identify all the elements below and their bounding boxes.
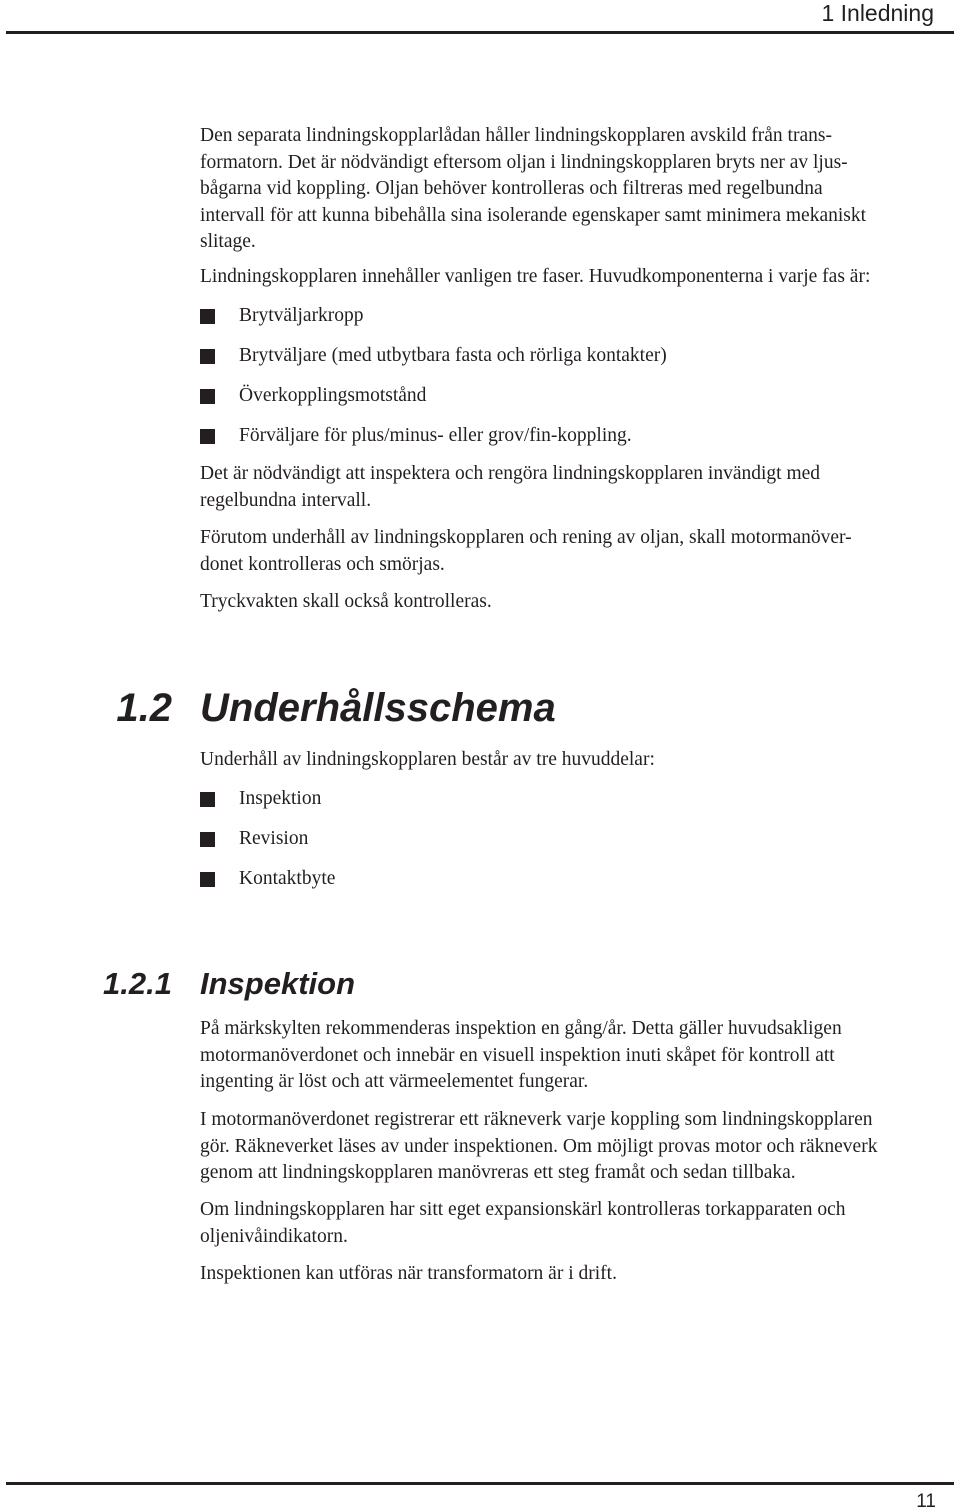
inspection-p2-line: genom att lindningskopplaren manövreras ett steg framåt och sedan tillbaka. xyxy=(200,1162,796,1183)
inspection-p3-line: Om lindningskopplaren har sitt eget expansionskärl kontrolleras torkapparaten och xyxy=(200,1199,846,1220)
components-list-container xyxy=(200,303,934,450)
section-title: Inspektion xyxy=(200,966,356,1001)
inspection-p2-line: gör. Räkneverket läses av under inspektionen. Om möjligt provas motor och räkneverk xyxy=(200,1135,878,1157)
bullet-square-icon xyxy=(200,309,215,324)
list-item xyxy=(200,866,934,893)
running-header: 1 Inledning xyxy=(821,0,934,26)
intro-section xyxy=(200,123,934,256)
intro-p1-line: slitage. xyxy=(200,231,256,252)
header-rule xyxy=(6,31,954,34)
bullet-square-icon xyxy=(200,349,215,364)
section-number: 1.2 xyxy=(116,686,172,730)
inspection-p2-line: I motormanöverdonet registrerar ett räkneverk varje koppling som lindningskopplaren xyxy=(200,1109,873,1130)
intro-p3-line: regelbundna intervall. xyxy=(200,489,372,511)
intro-paragraph-5: Tryckvakten skall också kontrolleras. xyxy=(200,591,492,612)
footer-rule xyxy=(6,1482,954,1485)
intro-paragraph-4 xyxy=(200,525,934,578)
bullet-square-icon xyxy=(200,792,215,807)
intro-p1-line: Den separata lindningskopplarlådan håller lindningskopplaren avskild från trans- xyxy=(200,125,832,146)
components-list xyxy=(200,303,934,450)
intro-p1-line: intervall för att kunna bibehålla sina isolerande egenskaper samt minimera mekaniskt xyxy=(200,204,867,226)
inspection-paragraph-3 xyxy=(200,1197,934,1250)
inspection-p3-line: oljenivåindikatorn. xyxy=(200,1225,348,1247)
list-item xyxy=(200,826,934,853)
maintenance-list-container xyxy=(200,786,934,893)
inspection-paragraph-4: Inspektionen kan utföras när transformatorn är i drift. xyxy=(200,1263,617,1284)
intro-p4-line: donet kontrolleras och smörjas. xyxy=(200,553,445,575)
intro-paragraph-1 xyxy=(200,123,934,256)
inspection-p1-line: ingenting är löst och att värmeelementet fungerar. xyxy=(200,1071,589,1092)
list-item-text: Brytväljare (med utbytbara fasta och rörliga kontakter) xyxy=(239,345,667,366)
intro-paragraph-3 xyxy=(200,461,934,514)
list-item-text: Överkopplingsmotstånd xyxy=(239,385,427,406)
section-number: 1.2.1 xyxy=(103,966,172,1001)
list-item-text: Brytväljarkropp xyxy=(239,305,364,326)
bullet-square-icon xyxy=(200,429,215,444)
list-item-text: Kontaktbyte xyxy=(239,868,336,889)
intro-p1-line: bågarna vid koppling. Oljan behöver kontrolleras och filtreras med regelbundna xyxy=(200,178,823,199)
bullet-square-icon xyxy=(200,389,215,404)
section-title: Underhållsschema xyxy=(200,686,556,730)
intro-paragraph-2: Lindningskopplaren innehåller vanligen tre faser. Huvudkomponenterna i varje fas är: xyxy=(200,266,871,287)
list-item xyxy=(200,343,934,370)
list-item xyxy=(200,423,934,450)
section-1-2-intro: Underhåll av lindningskopplaren består av tre huvuddelar: xyxy=(200,749,655,770)
inspection-p1-line: På märkskylten rekommenderas inspektion en gång/år. Detta gäller huvudsakligen xyxy=(200,1018,842,1039)
intro-p3-line: Det är nödvändigt att inspektera och rengöra lindningskopplaren invändigt med xyxy=(200,463,821,484)
inspection-paragraph-1 xyxy=(200,1016,934,1096)
list-item-text: Förväljare för plus/minus- eller grov/fin-koppling. xyxy=(239,425,632,446)
page-number: 11 xyxy=(916,1491,936,1512)
list-item-text: Revision xyxy=(239,828,309,849)
bullet-square-icon xyxy=(200,832,215,847)
intro-p4-line: Förutom underhåll av lindningskopplaren och rening av oljan, skall motormanöver- xyxy=(200,527,852,548)
inspection-paragraph-2 xyxy=(200,1107,960,1187)
list-item xyxy=(200,786,934,813)
inspection-p1-line: motormanöverdonet och innebär en visuell inspektion inuti skåpet för kontroll att xyxy=(200,1044,835,1066)
list-item xyxy=(200,383,934,410)
list-item-text: Inspektion xyxy=(239,788,322,809)
bullet-square-icon xyxy=(200,872,215,887)
maintenance-parts-list xyxy=(200,786,934,893)
intro-p1-line: formatorn. Det är nödvändigt eftersom oljan i lindningskopplaren bryts ner av ljus- xyxy=(200,151,848,173)
list-item xyxy=(200,303,934,330)
